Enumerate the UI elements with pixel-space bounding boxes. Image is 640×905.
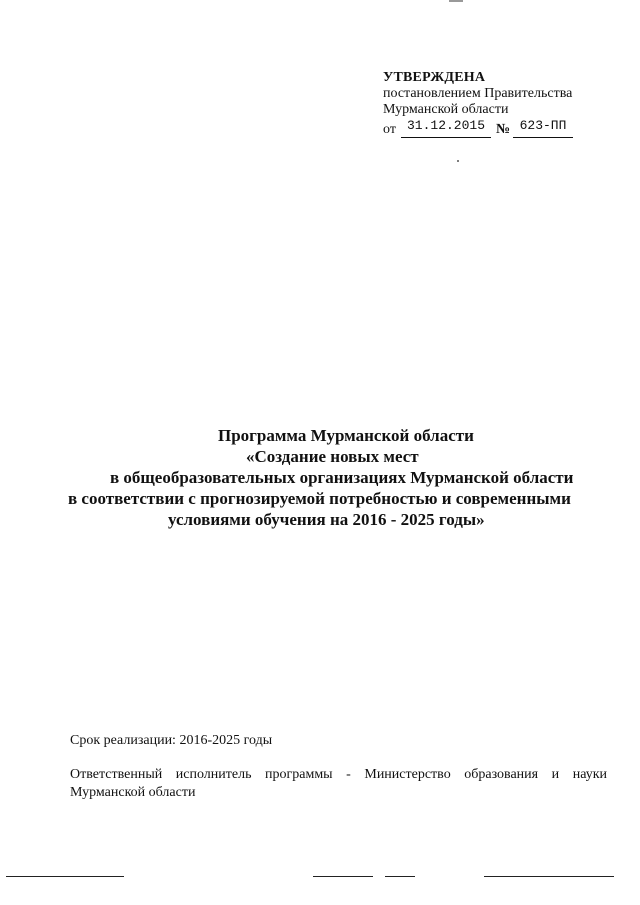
number-sign: № [496, 122, 511, 137]
footer-rule-middle-2 [385, 876, 415, 877]
footer-rule-right [484, 876, 614, 877]
scan-mark-top [449, 0, 463, 2]
approval-heading: УТВЕРЖДЕНА [383, 70, 486, 85]
footer-rule-left [6, 876, 124, 877]
program-title-line-1: Программа Мурманской области [218, 426, 474, 445]
approval-line-government: постановлением Правительства [383, 86, 573, 101]
program-title-line-5: условиями обучения на 2016 - 2025 годы» [168, 510, 485, 529]
program-title-line-3: в общеобразовательных организациях Мурманской области [110, 468, 574, 487]
responsible-line-1: Ответственный исполнитель программы - Министерство образования и науки [70, 767, 607, 782]
responsible-executor [70, 766, 607, 802]
decree-number: 623-ПП [513, 118, 573, 138]
program-title-line-4: в соответствии с прогнозируемой потребностью и современными [68, 489, 571, 508]
scan-speck [457, 160, 459, 162]
program-title-line-2: «Создание новых мест [246, 447, 419, 466]
implementation-term: Срок реализации: 2016-2025 годы [70, 733, 273, 748]
date-prefix: от [383, 122, 396, 137]
responsible-line-2: Мурманской области [70, 785, 196, 800]
footer-rule-middle [313, 876, 373, 877]
approval-stamp [383, 70, 613, 138]
approval-line-region: Мурманской области [383, 102, 509, 117]
decree-date: 31.12.2015 [401, 118, 491, 138]
decree-row [383, 118, 613, 138]
